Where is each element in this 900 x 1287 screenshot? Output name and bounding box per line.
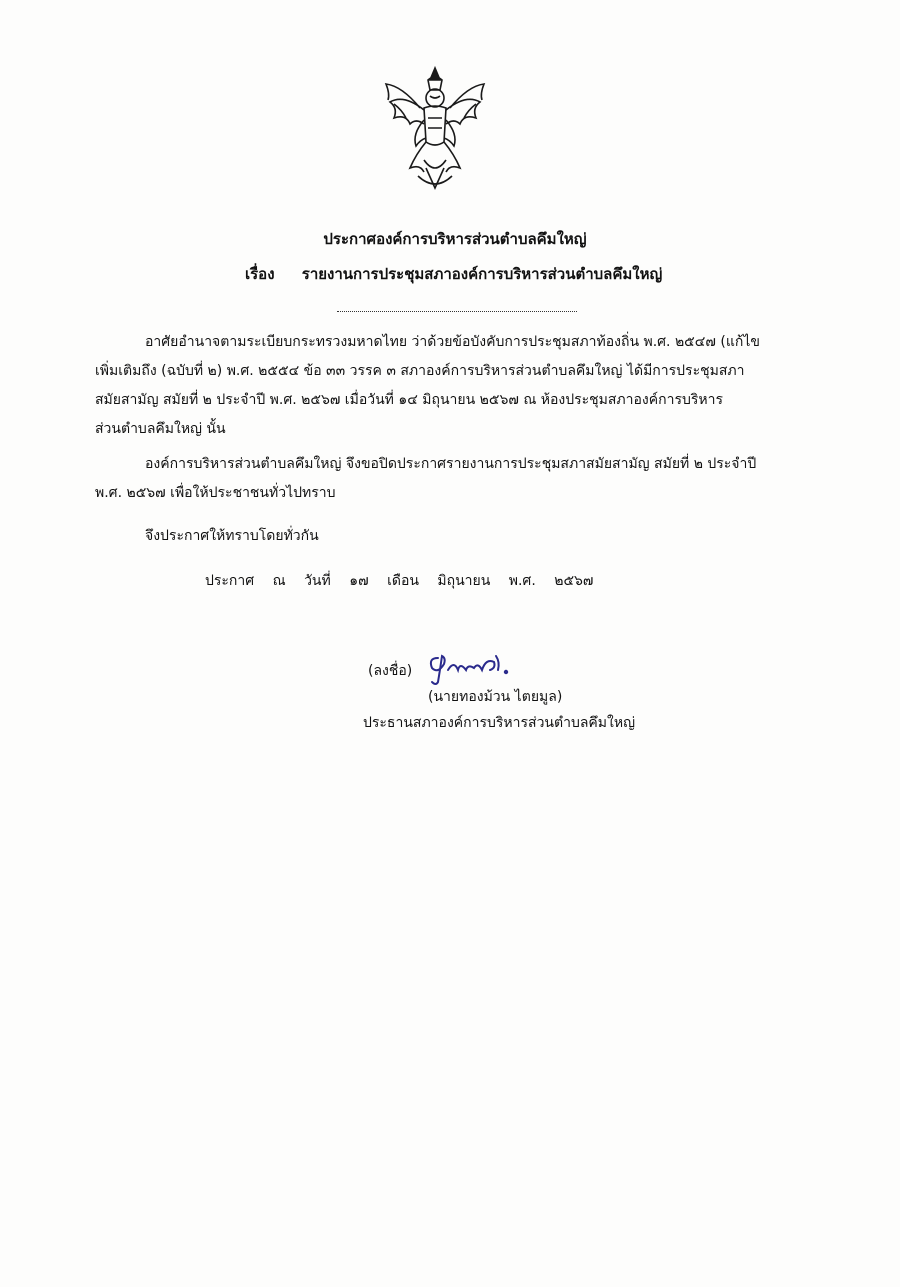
dotted-divider xyxy=(337,311,577,312)
subject-line xyxy=(245,262,662,286)
date-day-label: วันที่ xyxy=(304,573,331,589)
date-month: มิถุนายน xyxy=(437,573,491,589)
body-paragraph-2 xyxy=(95,450,815,508)
date-day: ๑๗ xyxy=(349,573,369,589)
signature-label: (ลงชื่อ) xyxy=(368,663,413,679)
body-paragraph-1 xyxy=(95,328,815,444)
announcement-date xyxy=(205,570,607,592)
garuda-emblem-icon xyxy=(380,64,490,194)
date-month-label: เดือน xyxy=(387,573,419,589)
paragraph-line: เพิ่มเติมถึง (ฉบับที่ ๒) พ.ศ. ๒๕๕๔ ข้อ ๓๓ วรรค ๓ สภาองค์การบริหารส่วนตำบลคึมใหญ่ ได้มีการประชุมสภา xyxy=(95,363,745,379)
paragraph-line: อาศัยอำนาจตามระเบียบกระทรวงมหาดไทย ว่าด้วยข้อบังคับการประชุมสภาท้องถิ่น พ.ศ. ๒๕๔๗ (แก้ไข xyxy=(145,334,760,350)
announcement-title: ประกาศองค์การบริหารส่วนตำบลคึมใหญ่ xyxy=(323,230,587,248)
closing-statement: จึงประกาศให้ทราบโดยทั่วกัน xyxy=(145,528,319,544)
subject-text: รายงานการประชุมสภาองค์การบริหารส่วนตำบลคึมใหญ่ xyxy=(301,265,663,283)
signer-name: (นายทองม้วน ไตยมูล) xyxy=(428,689,563,705)
date-year-label: พ.ศ. xyxy=(508,573,536,589)
signature-mark xyxy=(424,648,524,688)
date-year: ๒๕๖๗ xyxy=(554,573,594,589)
paragraph-line: องค์การบริหารส่วนตำบลคึมใหญ่ จึงขอปิดประกาศรายงานการประชุมสภาสมัยสามัญ สมัยที่ ๒ ประจำปี xyxy=(145,456,757,472)
date-announce-word: ประกาศ xyxy=(205,573,255,589)
date-at-word: ณ xyxy=(272,573,286,589)
subject-label: เรื่อง xyxy=(245,265,275,283)
paragraph-line: ส่วนตำบลคึมใหญ่ นั้น xyxy=(95,421,226,437)
paragraph-line: พ.ศ. ๒๕๖๗ เพื่อให้ประชาชนทั่วไปทราบ xyxy=(95,485,336,501)
signer-position: ประธานสภาองค์การบริหารส่วนตำบลคึมใหญ่ xyxy=(363,715,636,731)
paragraph-line: สมัยสามัญ สมัยที่ ๒ ประจำปี พ.ศ. ๒๕๖๗ เมื่อวันที่ ๑๔ มิถุนายน ๒๕๖๗ ณ ห้องประชุมสภาองค์การบริหาร xyxy=(95,392,724,408)
